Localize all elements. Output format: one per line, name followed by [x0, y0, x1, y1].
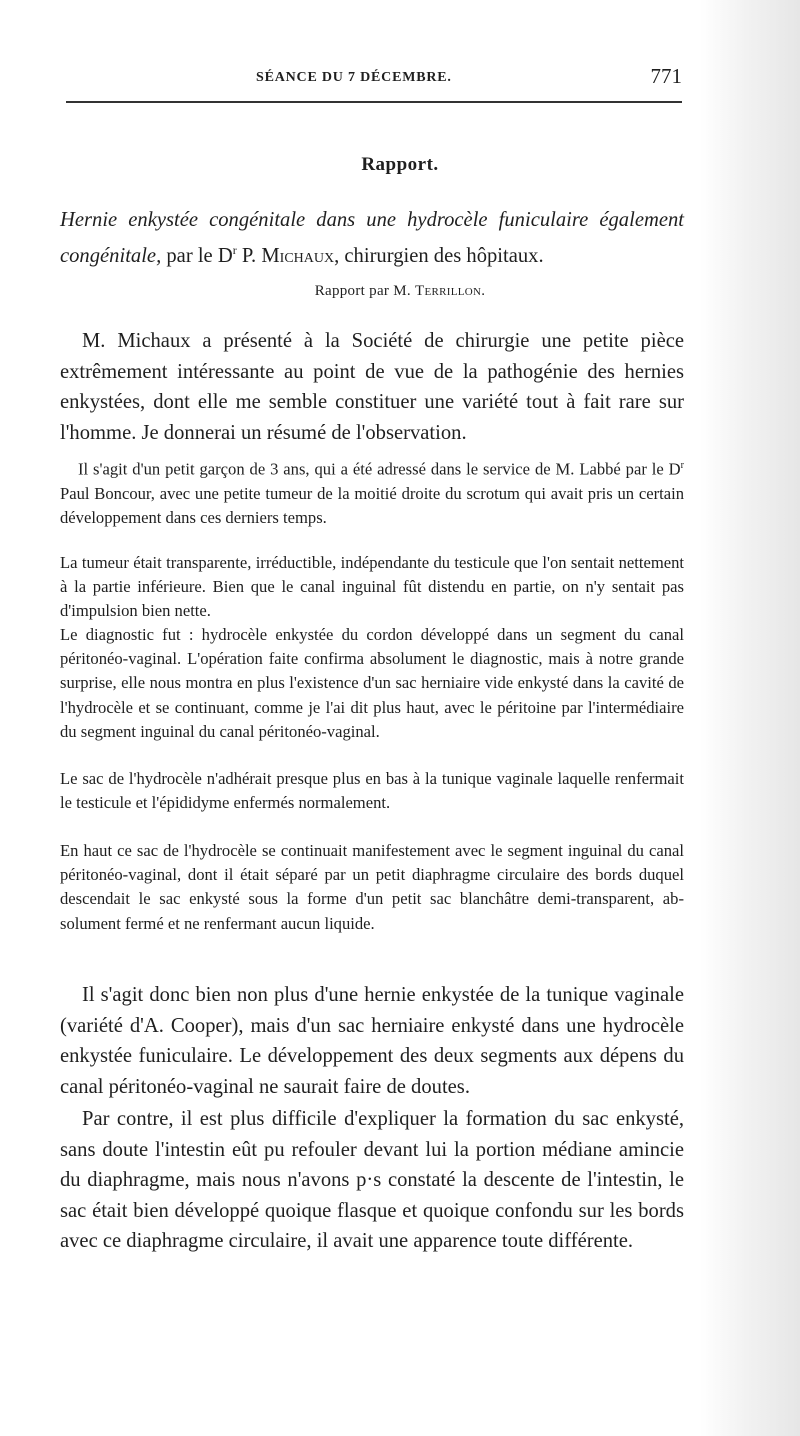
observation-paragraph	[60, 454, 684, 530]
header-rule	[66, 101, 682, 103]
rapporteur-name: Terrillon.	[415, 283, 486, 299]
doctor-superscript: r	[680, 460, 684, 471]
rapporteur-line	[0, 283, 800, 300]
article-title-part: P.	[236, 244, 262, 267]
conclusion-paragraph: Il s'agit donc bien non plus d'une hernie enkystée de la tunique vaginale (variété d'A. Cooper), mais d'un sac herniaire enkysté dans une hydrocèle enkystée funiculaire. Le développement des deux segments aux dépens du canal péritonéo-vaginal ne saurait faire de doutes.	[60, 984, 684, 1098]
running-head: SÉANCE DU 7 DÉCEMBRE.	[256, 70, 452, 85]
article-title-italic: Hernie enkystée congénitale dans une hydrocèle funiculaire également congénitale,	[60, 209, 684, 267]
doctor-superscript: r	[232, 243, 237, 257]
section-title: Rapport.	[361, 154, 439, 175]
rapport-prefix: Rapport par M.	[314, 283, 416, 299]
article-title	[60, 205, 684, 271]
observation-paragraph: La tumeur était transparente, irréductible, indépendante du testicule que l'on sentait nettement à la partie inférieure. Bien que le canal inguinal fût distendu en partie, on n'y sentait pas d'impulsion bien nette.	[60, 553, 684, 621]
conclusion-paragraph: Par contre, il est plus difficile d'expliquer la formation du sac enkysté, sans doute l'intestin eût pu refouler devant lui la portion médiane amincie du diaphragme, mais nous n'avons p·s constaté la descente de l'intestin, le sac était bien développé quoique flasque et quoique confondu sur les bords avec ce diaphragme circulaire, il avait une apparence toute différente.	[60, 1108, 684, 1253]
author-name: Michaux	[261, 244, 335, 267]
observation-text: Paul Boncour, avec une petite tumeur de la moitié droite du scrotum qui avait pris un certain développement dans ces derniers temps.	[60, 483, 684, 527]
observation-text: Il s'agit d'un petit garçon de 3 ans, qui a été adressé dans le service de M. Labbé par le D	[78, 459, 681, 479]
observation-paragraph: Le diagnostic fut : hydrocèle enkystée du cordon développé dans un segment du canal péritonéo-vaginal. L'opération faite confirma absolument le diagnostic, mais à notre grande surprise, elle nous montra en plus l'existence d'un sac herniaire vide enkysté dans la cavité de l'hydrocèle et se continuant, comme je l'ai dit plus haut, avec le péritoine par l'intermédiaire du segment inguinal du canal péritonéo-vaginal.	[60, 625, 684, 741]
intro-paragraph: M. Michaux a présenté à la Société de chirurgie une petite pièce extrêmement intéressante au point de vue de la pathogénie des hernies enkystées, dont elle me semble constituer une variété tout à fait rare sur l'homme. Je donnerai un résumé de l'observation.	[60, 330, 684, 444]
observation-paragraph: Le sac de l'hydrocèle n'adhérait presque plus en bas à la tunique vaginale laquelle renfermait le testicule et l'épididyme enfermés normalement.	[60, 769, 684, 813]
article-title-part: , chirurgien des hôpitaux.	[334, 244, 544, 267]
page-header	[66, 62, 682, 92]
article-title-part: par le D	[161, 244, 233, 267]
page-number: 771	[650, 64, 682, 88]
observation-paragraph: En haut ce sac de l'hydrocèle se continuait manifestement avec le segment inguinal du canal péritonéo-vaginal, dont il était séparé par un petit diaphragme circulaire des bords duquel descendait le sac enkysté sous la forme d'un petit sac blanchâtre demi-transparent, absolument fermé et ne renfermant aucun liquide.	[60, 841, 684, 933]
